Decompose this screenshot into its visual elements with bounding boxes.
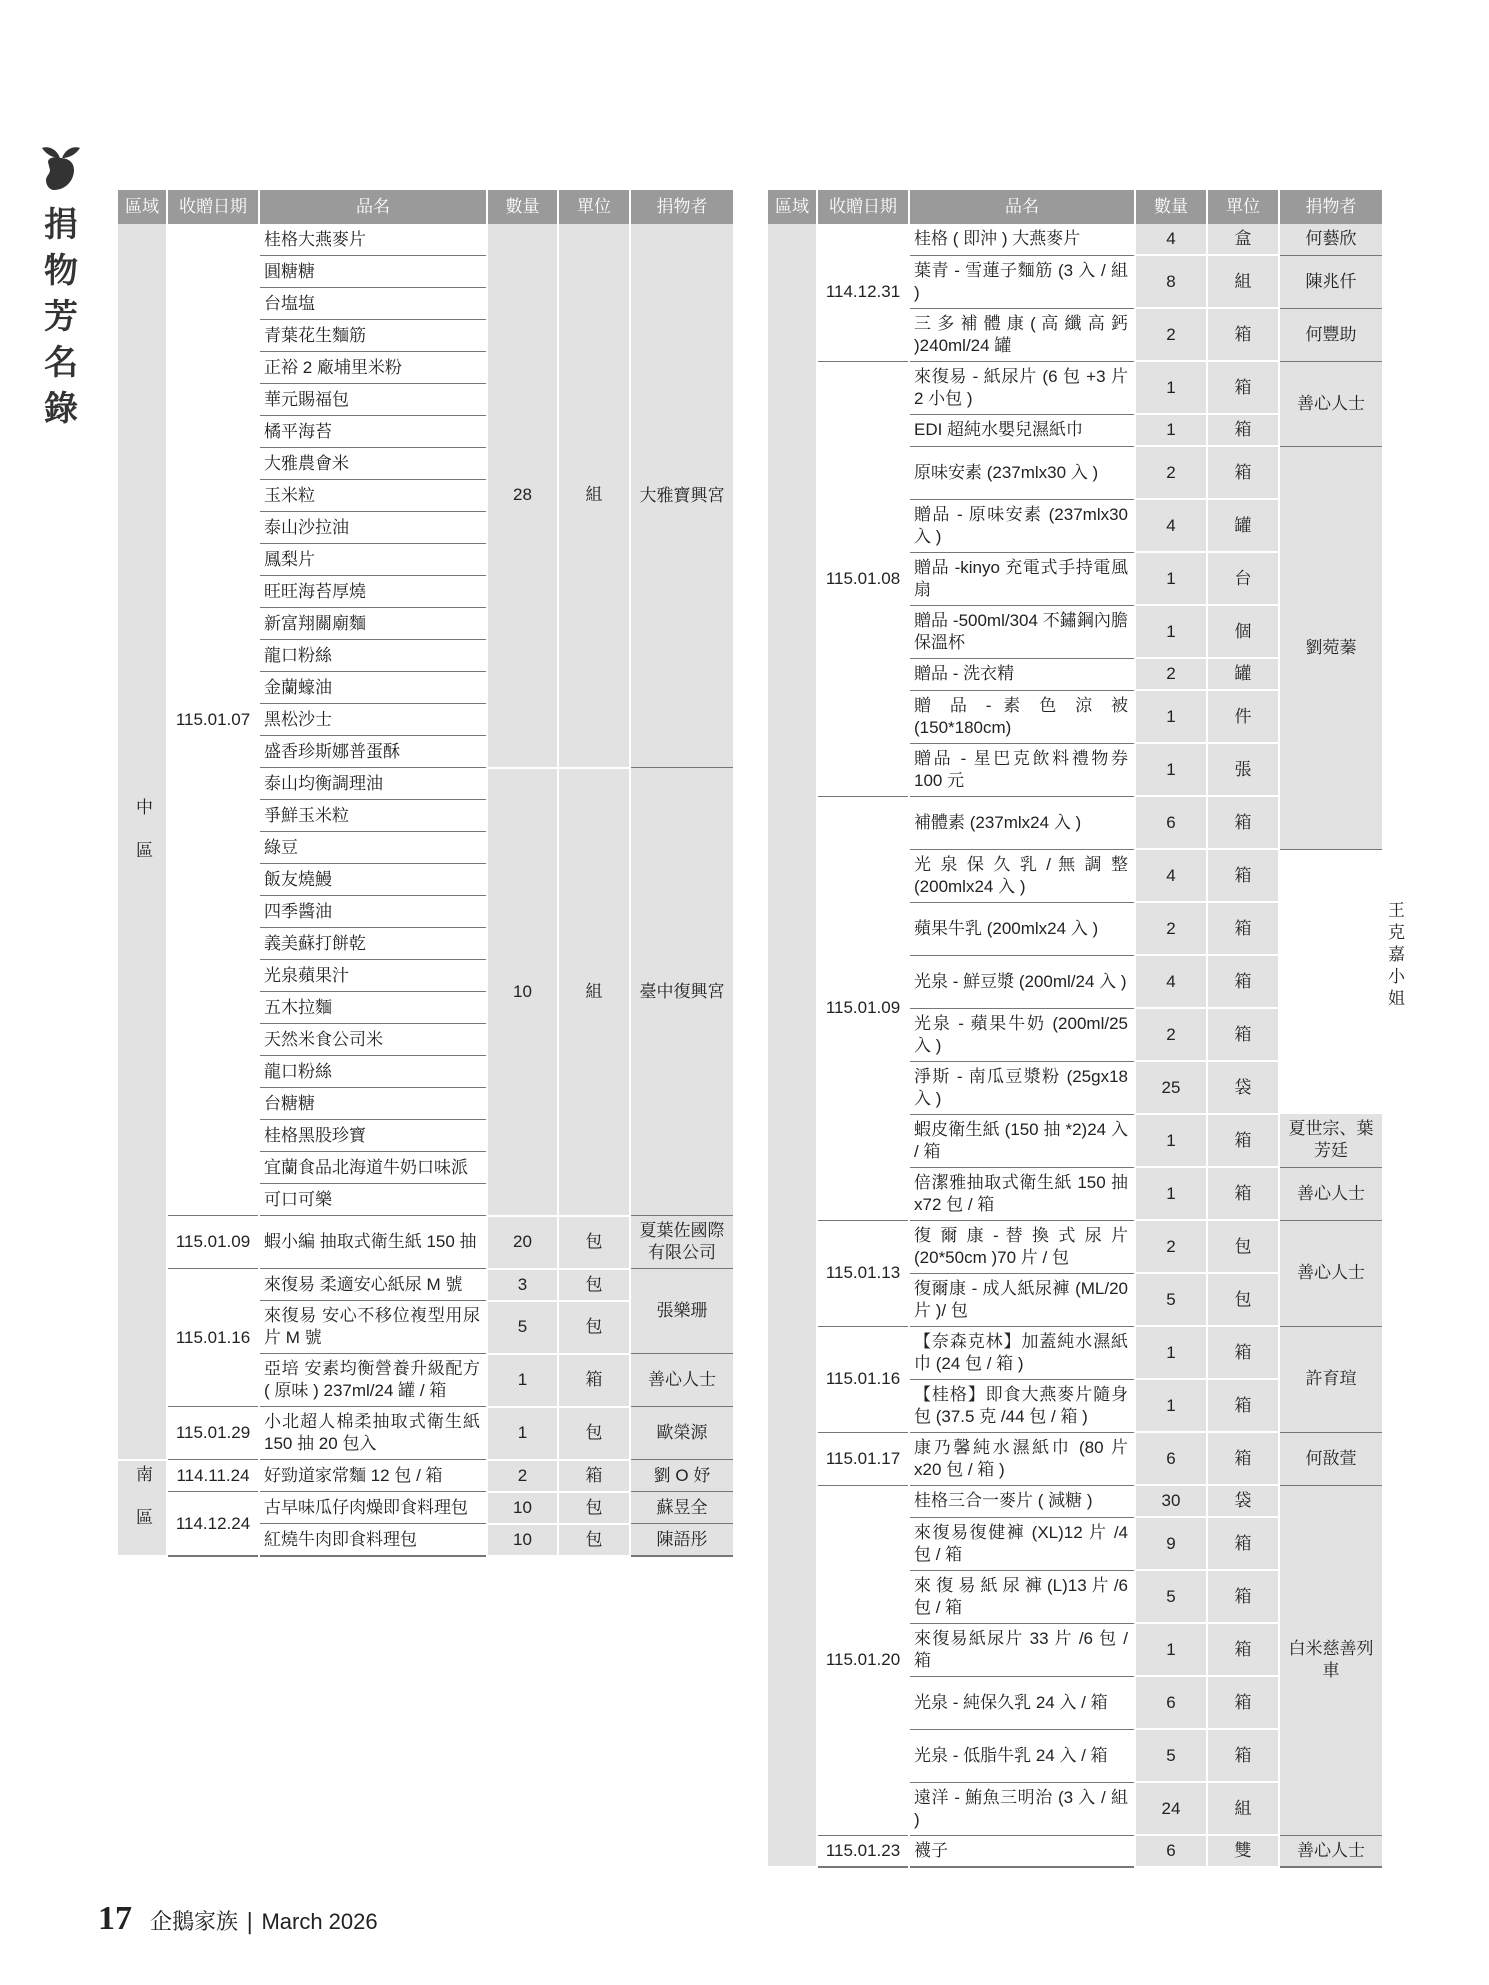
item-cell: 蘋果牛乳 (200mlx24 入 ) <box>909 902 1135 955</box>
unit-cell: 個 <box>1207 605 1279 658</box>
header-donor: 捐物者 <box>1279 190 1383 224</box>
item-cell: 天然米食公司米 <box>259 1024 487 1056</box>
item-cell: 光泉蘋果汁 <box>259 960 487 992</box>
unit-cell: 包 <box>558 1492 630 1524</box>
date-cell: 115.01.16 <box>167 1269 259 1407</box>
item-cell: 玉米粒 <box>259 480 487 512</box>
side-title <box>38 140 84 432</box>
item-cell: 遠洋 - 鮪魚三明治 (3 入 / 組 ) <box>909 1782 1135 1835</box>
qty-cell: 24 <box>1135 1782 1207 1835</box>
donor-cell: 夏世宗、葉芳廷 <box>1279 1114 1383 1167</box>
item-cell: 光泉 - 鮮豆漿 (200ml/24 入 ) <box>909 955 1135 1008</box>
donor-cell: 蘇昱全 <box>630 1492 734 1524</box>
item-cell: 綠豆 <box>259 832 487 864</box>
donor-cell: 何豐助 <box>1279 308 1383 361</box>
qty-cell: 4 <box>1135 955 1207 1008</box>
qty-cell: 1 <box>1135 1326 1207 1379</box>
issue-date: March 2026 <box>261 1909 378 1934</box>
item-cell: 來復易復健褲 (XL)12 片 /4 包 / 箱 <box>909 1517 1135 1570</box>
item-cell: 桂格黑股珍寶 <box>259 1120 487 1152</box>
unit-cell: 組 <box>1207 255 1279 308</box>
region-cell: 南區 <box>117 1460 167 1557</box>
side-title-text: 捐物芳名錄 <box>44 205 78 429</box>
table-row <box>117 1460 734 1492</box>
region-cell <box>767 224 817 1867</box>
left-header-row <box>117 190 734 224</box>
qty-cell: 10 <box>487 768 558 1216</box>
donor-cell: 何敔萱 <box>1279 1432 1383 1485</box>
unit-cell: 包 <box>1207 1273 1279 1326</box>
right-donation-table <box>766 190 1405 1868</box>
date-cell: 115.01.07 <box>167 224 259 1216</box>
donor-cell: 劉菀蓁 <box>1279 446 1383 849</box>
header-date: 收贈日期 <box>817 190 909 224</box>
item-cell: 來復易 柔適安心紙尿 M 號 <box>259 1269 487 1301</box>
date-cell: 115.01.29 <box>167 1407 259 1460</box>
table-row <box>767 1485 1383 1517</box>
donor-cell: 善心人士 <box>1279 361 1383 446</box>
item-cell: 贈品 - 洗衣精 <box>909 658 1135 690</box>
donor-cell: 陳兆仟 <box>1279 255 1383 308</box>
left-donation-table <box>116 190 735 1557</box>
item-cell: 圓糖糖 <box>259 256 487 288</box>
qty-cell: 6 <box>1135 1835 1207 1867</box>
table-row <box>117 1492 734 1524</box>
item-cell: 宜蘭食品北海道牛奶口味派 <box>259 1152 487 1184</box>
item-cell: 小北超人棉柔抽取式衛生紙 150 抽 20 包入 <box>259 1407 487 1460</box>
donor-cell: 臺中復興宮 <box>630 768 734 1216</box>
qty-cell: 1 <box>1135 1114 1207 1167</box>
item-cell: 蝦小編 抽取式衛生紙 150 抽 <box>259 1216 487 1269</box>
item-cell: 台塩塩 <box>259 288 487 320</box>
qty-cell: 4 <box>1135 499 1207 552</box>
unit-cell: 箱 <box>1207 1517 1279 1570</box>
date-cell: 115.01.09 <box>817 796 909 1220</box>
item-cell: 四季醬油 <box>259 896 487 928</box>
donor-cell: 許育瑄 <box>1279 1326 1383 1432</box>
unit-cell: 組 <box>558 768 630 1216</box>
item-cell: 可口可樂 <box>259 1184 487 1216</box>
header-region: 區域 <box>117 190 167 224</box>
unit-cell: 箱 <box>558 1354 630 1407</box>
unit-cell: 箱 <box>1207 1167 1279 1220</box>
donor-cell: 白米慈善列車 <box>1279 1485 1383 1835</box>
item-cell: 贈品 - 原味安素 (237mlx30 入 ) <box>909 499 1135 552</box>
item-cell: 光泉 - 純保久乳 24 入 / 箱 <box>909 1676 1135 1729</box>
table-row <box>117 1216 734 1269</box>
unit-cell: 箱 <box>1207 414 1279 446</box>
unit-cell: 件 <box>1207 690 1279 743</box>
donor-cell: 陳語彤 <box>630 1524 734 1557</box>
unit-cell: 袋 <box>1207 1061 1279 1114</box>
item-cell: 康乃馨純水濕紙巾 (80 片 x20 包 / 箱 ) <box>909 1432 1135 1485</box>
header-region: 區域 <box>767 190 817 224</box>
item-cell: 大雅農會米 <box>259 448 487 480</box>
date-cell: 115.01.20 <box>817 1485 909 1835</box>
qty-cell: 1 <box>1135 361 1207 414</box>
donor-cell: 何藝欣 <box>1279 224 1383 255</box>
region-cell: 中區 <box>117 224 167 1460</box>
qty-cell: 2 <box>1135 1220 1207 1273</box>
item-cell: 來復易 - 紙尿片 (6 包 +3 片 2 小包 ) <box>909 361 1135 414</box>
item-cell: 蝦皮衛生紙 (150 抽 *2)24 入 / 箱 <box>909 1114 1135 1167</box>
item-cell: 桂格大燕麥片 <box>259 224 487 256</box>
qty-cell: 4 <box>1135 224 1207 255</box>
header-qty: 數量 <box>487 190 558 224</box>
qty-cell: 1 <box>1135 1623 1207 1676</box>
unit-cell: 罐 <box>1207 499 1279 552</box>
unit-cell: 組 <box>1207 1782 1279 1835</box>
unit-cell: 箱 <box>1207 1114 1279 1167</box>
item-cell: 三 多 補 體 康 ( 高 纖 高 鈣 )240ml/24 罐 <box>909 308 1135 361</box>
qty-cell: 1 <box>1135 1379 1207 1432</box>
unit-cell: 箱 <box>1207 308 1279 361</box>
table-row: 115.01.09 補體素 (237mlx24 入 ) 6 箱 王克嘉小姐 <box>767 796 1383 849</box>
item-cell: 古早味瓜仔肉燥即食料理包 <box>259 1492 487 1524</box>
donor-cell: 善心人士 <box>1279 1167 1383 1220</box>
qty-cell: 25 <box>1135 1061 1207 1114</box>
item-cell: 襪子 <box>909 1835 1135 1867</box>
qty-cell: 4 <box>1135 849 1207 902</box>
table-row <box>117 1269 734 1301</box>
item-cell: 青葉花生麵筋 <box>259 320 487 352</box>
unit-cell: 箱 <box>1207 849 1279 902</box>
donor-cell: 劉 O 妤 <box>630 1460 734 1492</box>
qty-cell: 5 <box>487 1301 558 1354</box>
item-cell: 光 泉 保 久 乳 / 無 調 整 (200mlx24 入 ) <box>909 849 1135 902</box>
unit-cell: 箱 <box>1207 1570 1279 1623</box>
unit-cell: 箱 <box>1207 1729 1279 1782</box>
item-cell: 新富翔關廟麵 <box>259 608 487 640</box>
item-cell: 倍潔雅抽取式衛生紙 150 抽 x72 包 / 箱 <box>909 1167 1135 1220</box>
item-cell: 五木拉麵 <box>259 992 487 1024</box>
item-cell: 淨斯 - 南瓜豆漿粉 (25gx18 入 ) <box>909 1061 1135 1114</box>
date-cell: 114.11.24 <box>167 1460 259 1492</box>
header-donor: 捐物者 <box>630 190 734 224</box>
qty-cell: 1 <box>1135 1167 1207 1220</box>
donor-cell: 善心人士 <box>630 1354 734 1407</box>
unit-cell: 箱 <box>558 1460 630 1492</box>
item-cell: 泰山均衡調理油 <box>259 768 487 800</box>
item-cell: 贈品 - 星巴克飲料禮物券 100 元 <box>909 743 1135 796</box>
date-cell: 115.01.23 <box>817 1835 909 1867</box>
item-cell: 光泉 - 低脂牛乳 24 入 / 箱 <box>909 1729 1135 1782</box>
item-cell: 復爾康 - 成人紙尿褲 (ML/20 片 )/ 包 <box>909 1273 1135 1326</box>
item-cell: 亞培 安素均衡營養升級配方 ( 原味 ) 237ml/24 罐 / 箱 <box>259 1354 487 1407</box>
qty-cell: 6 <box>1135 796 1207 849</box>
item-cell: 【桂格】即食大燕麥片隨身包 (37.5 克 /44 包 / 箱 ) <box>909 1379 1135 1432</box>
item-cell: 旺旺海苔厚燒 <box>259 576 487 608</box>
table-row <box>767 1432 1383 1485</box>
qty-cell: 1 <box>1135 414 1207 446</box>
item-cell: 贈品 -kinyo 充電式手持電風扇 <box>909 552 1135 605</box>
table-row <box>767 1835 1383 1867</box>
unit-cell: 箱 <box>1207 1326 1279 1379</box>
item-cell: 黑松沙士 <box>259 704 487 736</box>
qty-cell: 2 <box>1135 308 1207 361</box>
penguin-sprout-icon <box>38 140 84 192</box>
date-cell: 114.12.24 <box>167 1492 259 1557</box>
header-unit: 單位 <box>558 190 630 224</box>
qty-cell: 1 <box>487 1407 558 1460</box>
qty-cell: 10 <box>487 1524 558 1557</box>
item-cell: 泰山沙拉油 <box>259 512 487 544</box>
unit-cell: 組 <box>558 224 630 768</box>
page-footer <box>98 1900 378 1940</box>
item-cell: 龍口粉絲 <box>259 640 487 672</box>
qty-cell: 1 <box>1135 605 1207 658</box>
table-row <box>767 361 1383 414</box>
item-cell: 龍口粉絲 <box>259 1056 487 1088</box>
item-cell: EDI 超純水嬰兒濕紙巾 <box>909 414 1135 446</box>
page-number: 17 <box>98 1900 132 1937</box>
item-cell: 華元賜福包 <box>259 384 487 416</box>
item-cell: 桂格三合一麥片 ( 減糖 ) <box>909 1485 1135 1517</box>
qty-cell: 1 <box>1135 690 1207 743</box>
unit-cell: 包 <box>558 1407 630 1460</box>
item-cell: 正裕 2 廠埔里米粉 <box>259 352 487 384</box>
qty-cell: 5 <box>1135 1273 1207 1326</box>
unit-cell: 罐 <box>1207 658 1279 690</box>
unit-cell: 雙 <box>1207 1835 1279 1867</box>
item-cell: 好勁道家常麵 12 包 / 箱 <box>259 1460 487 1492</box>
qty-cell: 9 <box>1135 1517 1207 1570</box>
item-cell: 鳳梨片 <box>259 544 487 576</box>
qty-cell: 8 <box>1135 255 1207 308</box>
qty-cell: 20 <box>487 1216 558 1269</box>
qty-cell: 5 <box>1135 1570 1207 1623</box>
header-item: 品名 <box>259 190 487 224</box>
header-unit: 單位 <box>1207 190 1279 224</box>
qty-cell: 1 <box>1135 743 1207 796</box>
qty-cell: 5 <box>1135 1729 1207 1782</box>
qty-cell: 1 <box>487 1354 558 1407</box>
unit-cell: 箱 <box>1207 1008 1279 1061</box>
footer-separator: | <box>246 1910 254 1935</box>
date-cell: 115.01.09 <box>167 1216 259 1269</box>
qty-cell: 1 <box>1135 552 1207 605</box>
item-cell: 義美蘇打餅乾 <box>259 928 487 960</box>
item-cell: 贈品 -500ml/304 不鏽鋼內膽保溫杯 <box>909 605 1135 658</box>
unit-cell: 箱 <box>1207 1432 1279 1485</box>
unit-cell: 箱 <box>1207 361 1279 414</box>
date-cell: 115.01.08 <box>817 361 909 796</box>
header-qty: 數量 <box>1135 190 1207 224</box>
table-row <box>767 1326 1383 1379</box>
item-cell: 原味安素 (237mlx30 入 ) <box>909 446 1135 499</box>
unit-cell: 箱 <box>1207 796 1279 849</box>
unit-cell: 箱 <box>1207 902 1279 955</box>
unit-cell: 張 <box>1207 743 1279 796</box>
item-cell: 爭鮮玉米粒 <box>259 800 487 832</box>
item-cell: 來復易紙尿片 33 片 /6 包 / 箱 <box>909 1623 1135 1676</box>
qty-cell: 28 <box>487 224 558 768</box>
unit-cell: 台 <box>1207 552 1279 605</box>
qty-cell: 2 <box>1135 446 1207 499</box>
table-row <box>767 224 1383 255</box>
unit-cell: 包 <box>558 1524 630 1557</box>
item-cell: 光泉 - 蘋果牛奶 (200ml/25 入 ) <box>909 1008 1135 1061</box>
date-cell: 114.12.31 <box>817 224 909 361</box>
table-row <box>117 1407 734 1460</box>
table-row <box>117 224 734 256</box>
item-cell: 紅燒牛肉即食料理包 <box>259 1524 487 1557</box>
unit-cell: 盒 <box>1207 224 1279 255</box>
item-cell: 【奈森克林】加蓋純水濕紙巾 (24 包 / 箱 ) <box>909 1326 1135 1379</box>
unit-cell: 箱 <box>1207 446 1279 499</box>
qty-cell: 2 <box>487 1460 558 1492</box>
qty-cell: 3 <box>487 1269 558 1301</box>
qty-cell: 2 <box>1135 902 1207 955</box>
qty-cell: 2 <box>1135 658 1207 690</box>
unit-cell: 箱 <box>1207 1379 1279 1432</box>
item-cell: 金蘭蠔油 <box>259 672 487 704</box>
unit-cell: 箱 <box>1207 1676 1279 1729</box>
qty-cell: 6 <box>1135 1676 1207 1729</box>
item-cell: 盛香珍斯娜普蛋酥 <box>259 736 487 768</box>
qty-cell: 6 <box>1135 1432 1207 1485</box>
item-cell: 葉青 - 雪蓮子麵筋 (3 入 / 組 ) <box>909 255 1135 308</box>
date-cell: 115.01.13 <box>817 1220 909 1326</box>
qty-cell: 10 <box>487 1492 558 1524</box>
unit-cell: 箱 <box>1207 955 1279 1008</box>
unit-cell: 包 <box>558 1301 630 1354</box>
qty-cell: 30 <box>1135 1485 1207 1517</box>
donor-cell: 善心人士 <box>1279 1835 1383 1867</box>
donor-cell: 夏葉佐國際有限公司 <box>630 1216 734 1269</box>
item-cell: 補體素 (237mlx24 入 ) <box>909 796 1135 849</box>
unit-cell: 箱 <box>1207 1623 1279 1676</box>
date-cell: 115.01.17 <box>817 1432 909 1485</box>
item-cell: 來復易 安心不移位複型用尿片 M 號 <box>259 1301 487 1354</box>
qty-cell: 2 <box>1135 1008 1207 1061</box>
unit-cell: 包 <box>558 1269 630 1301</box>
item-cell: 橘平海苔 <box>259 416 487 448</box>
donor-cell: 張樂珊 <box>630 1269 734 1354</box>
unit-cell: 包 <box>558 1216 630 1269</box>
donor-cell: 大雅寶興宮 <box>630 224 734 768</box>
unit-cell: 袋 <box>1207 1485 1279 1517</box>
item-cell: 台糖糖 <box>259 1088 487 1120</box>
donor-cell: 歐榮源 <box>630 1407 734 1460</box>
date-cell: 115.01.16 <box>817 1326 909 1432</box>
table-row <box>767 1220 1383 1273</box>
item-cell: 飯友燒鰻 <box>259 864 487 896</box>
item-cell: 來 復 易 紙 尿 褲 (L)13 片 /6 包 / 箱 <box>909 1570 1135 1623</box>
right-header-row <box>767 190 1383 224</box>
magazine-name: 企鵝家族 <box>150 1910 239 1935</box>
header-date: 收贈日期 <box>167 190 259 224</box>
unit-cell: 包 <box>1207 1220 1279 1273</box>
item-cell: 桂格 ( 即沖 ) 大燕麥片 <box>909 224 1135 255</box>
donor-cell: 善心人士 <box>1279 1220 1383 1326</box>
item-cell: 贈 品 - 素 色 涼 被 (150*180cm) <box>909 690 1135 743</box>
item-cell: 復 爾 康 - 替 換 式 尿 片 (20*50cm )70 片 / 包 <box>909 1220 1135 1273</box>
header-item: 品名 <box>909 190 1135 224</box>
